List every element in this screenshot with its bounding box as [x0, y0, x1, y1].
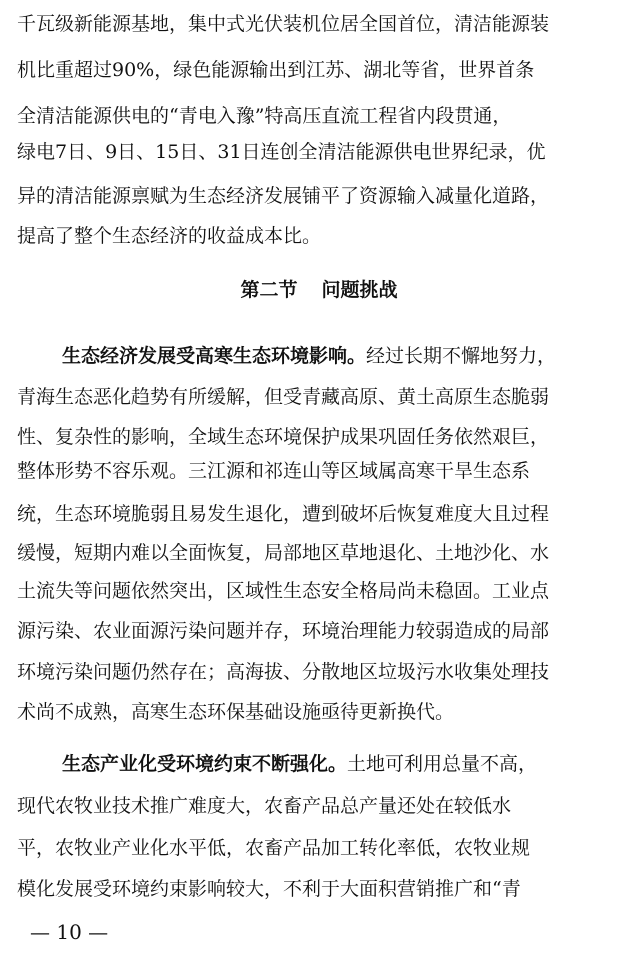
page-number: — 10 —: [30, 920, 109, 944]
text-line: 环境污染问题仍然存在；高海拔、分散地区垃圾污水收集处理技: [17, 661, 550, 683]
text-span: 土地可利用总量不高，: [347, 753, 538, 775]
section-title: 问题挑战: [321, 279, 398, 301]
paragraph-first-line: [62, 752, 625, 776]
text-line: 整体形势不容乐观。三江源和祁连山等区域属高寒干旱生态系: [17, 460, 531, 482]
text-line: 全清洁能源供电的“青电入豫”特高压直流工程省内段贯通，: [17, 105, 512, 127]
text-line: 青海生态恶化趋势有所缓解，但受青藏高原、黄土高原生态脆弱: [17, 386, 550, 408]
text-line: 土流失等问题依然突出，区域性生态安全格局尚未稳固。工业点: [17, 580, 550, 602]
text-line: 异的清洁能源禀赋为生态经济发展铺平了资源输入减量化道路，: [17, 185, 550, 207]
text-line: 提高了整个生态经济的收益成本比。: [17, 225, 322, 247]
section-number: 第二节: [240, 279, 298, 301]
paragraph-lead: 生态产业化受环境约束不断强化。: [62, 753, 348, 775]
text-line: 机比重超过90%，绿色能源输出到江苏、湖北等省，世界首条: [17, 59, 535, 81]
text-line: 绿电7日、9日、15日、31日连创全清洁能源供电世界纪录，优: [17, 141, 546, 163]
paragraph-lead: 生态经济发展受高寒生态环境影响。: [62, 345, 367, 367]
text-line: 统，生态环境脆弱且易发生退化，遭到破坏后恢复难度大且过程: [17, 503, 550, 525]
text-line: 性、复杂性的影响，全域生态环境保护成果巩固任务依然艰巨，: [17, 426, 550, 448]
text-line: 缓慢，短期内难以全面恢复，局部地区草地退化、土地沙化、水: [17, 542, 550, 564]
paragraph-first-line: [62, 344, 625, 368]
text-span: 经过长期不懈地努力，: [366, 345, 557, 367]
text-line: 千瓦级新能源基地，集中式光伏装机位居全国首位，清洁能源装: [17, 13, 550, 35]
text-line: 术尚不成熟，高寒生态环保基础设施亟待更新换代。: [17, 701, 455, 723]
text-line: 现代农牧业技术推广难度大，农畜产品总产量还处在较低水: [17, 795, 512, 817]
text-line: 源污染、农业面源污染问题并存，环境治理能力较弱造成的局部: [17, 620, 550, 642]
text-line: 平，农牧业产业化水平低，农畜产品加工转化率低，农牧业规: [17, 837, 531, 859]
text-line: 模化发展受环境约束影响较大，不利于大面积营销推广和“青: [17, 878, 521, 900]
section-heading: [0, 278, 638, 302]
